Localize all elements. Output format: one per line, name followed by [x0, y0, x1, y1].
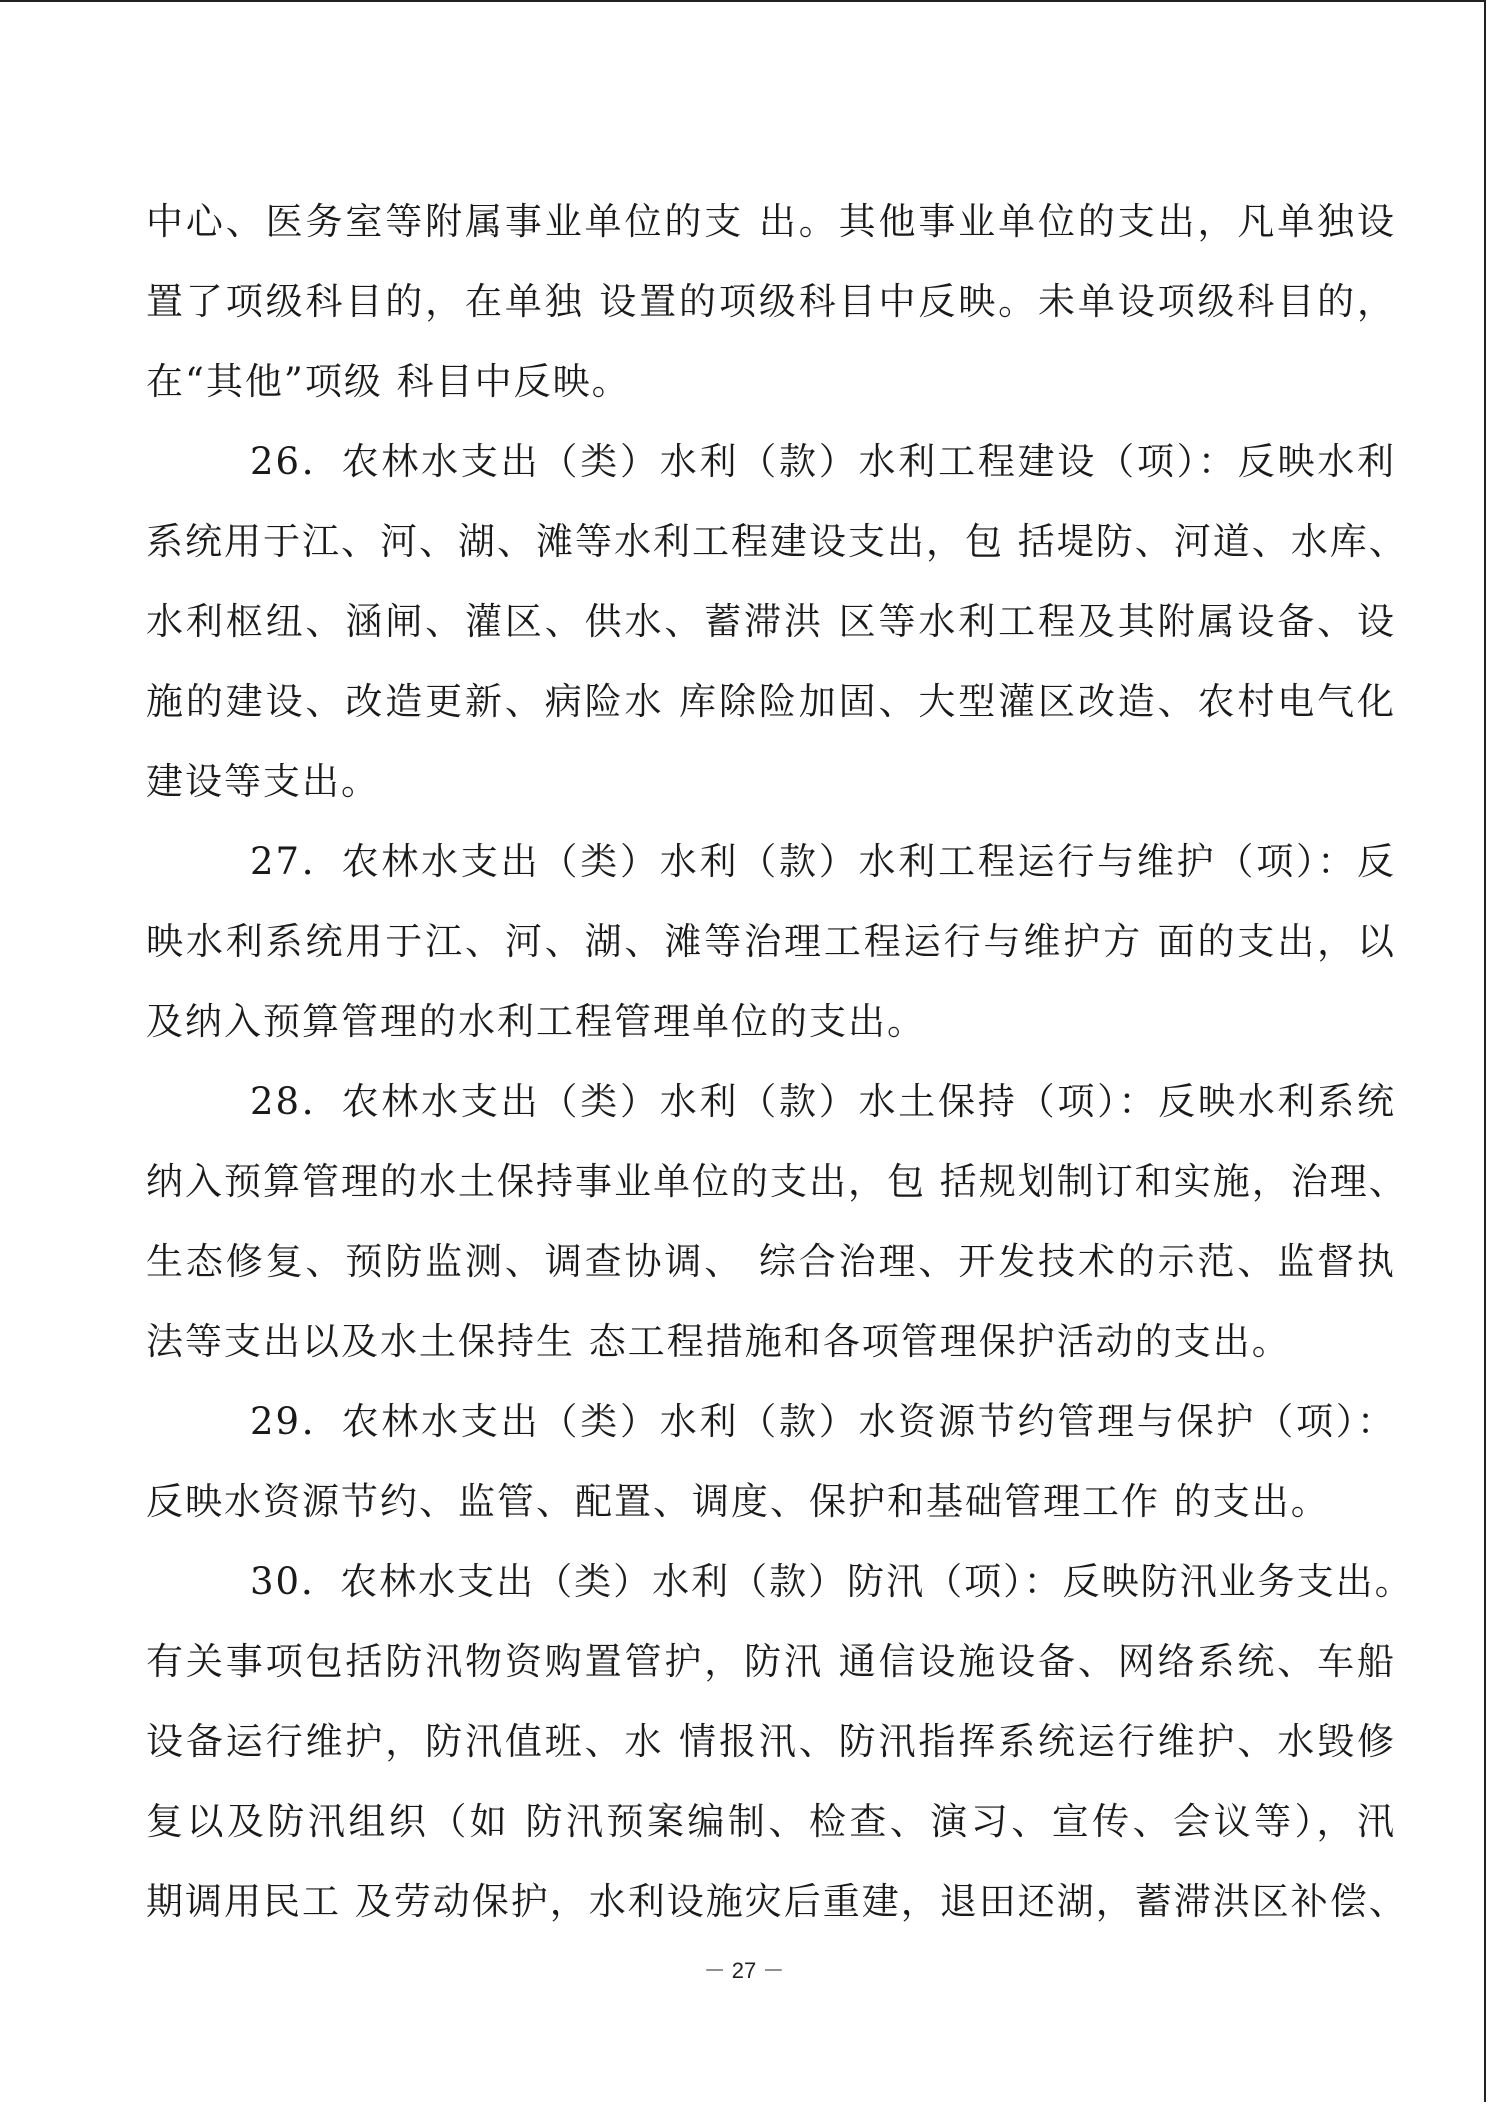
text-line-1: 中心、医务室等附属事业单位的支 出。其他事业单位的支出，凡单独设 [146, 200, 1396, 243]
item-30-heading-line: 30．农林水支出（类）水利（款）防汛（项）：反映防汛业务支出。 [250, 1560, 1414, 1603]
text-line-11: 及纳入预算管理的水利工程管理单位的支出。 [146, 1000, 926, 1043]
text-line-19: 有关事项包括防汛物资购置管护，防汛 通信设施设备、网络系统、车船 [146, 1640, 1396, 1683]
text-line-17: 反映水资源节约、监管、配置、调度、保护和基础管理工作 的支出。 [146, 1480, 1330, 1523]
text-line-20: 设备运行维护，防汛值班、水 情报汛、防汛指挥系统运行维护、水毁修 [146, 1720, 1396, 1763]
text-line-6: 水利枢纽、涵闸、灌区、供水、蓄滞洪 区等水利工程及其附属设备、设 [146, 600, 1396, 643]
text-line-2: 置了项级科目的，在单独 设置的项级科目中反映。未单设项级科目的， [146, 280, 1396, 323]
text-line-3: 在“其他”项级 科目中反映。 [146, 360, 631, 403]
text-line-10: 映水利系统用于江、河、湖、滩等治理工程运行与维护方 面的支出，以 [146, 920, 1396, 963]
item-28-heading-line: 28．农林水支出（类）水利（款）水土保持（项）：反映水利系统 [250, 1080, 1396, 1123]
text-line-13: 纳入预算管理的水土保持事业单位的支出，包 括规划制订和实施，治理、 [146, 1160, 1408, 1203]
text-line-22: 期调用民工 及劳动保护，水利设施灾后重建，退田还湖，蓄滞洪区补偿、 [146, 1880, 1408, 1923]
item-29-heading-line: 29．农林水支出（类）水利（款）水资源节约管理与保护（项）： [250, 1400, 1396, 1443]
text-line-15: 法等支出以及水土保持生 态工程措施和各项管理保护活动的支出。 [146, 1320, 1291, 1363]
text-line-8: 建设等支出。 [146, 760, 380, 803]
document-body [146, 182, 1414, 1942]
item-27-heading-line: 27．农林水支出（类）水利（款）水利工程运行与维护（项）：反 [250, 840, 1396, 883]
item-26-heading-line: 26．农林水支出（类）水利（款）水利工程建设（项）：反映水利 [250, 440, 1396, 483]
text-line-5: 系统用于江、河、湖、滩等水利工程建设支出，包 括堤防、河道、水库、 [146, 520, 1408, 563]
page-number: － 27 － [703, 1958, 785, 1983]
text-line-14: 生态修复、预防监测、调查协调、 综合治理、开发技术的示范、监督执 [146, 1240, 1396, 1283]
text-line-7: 施的建设、改造更新、病险水 库除险加固、大型灌区改造、农村电气化 [146, 680, 1396, 723]
text-line-21: 复以及防汛组织（如 防汛预案编制、检查、演习、宣传、会议等），汛 [146, 1800, 1396, 1843]
